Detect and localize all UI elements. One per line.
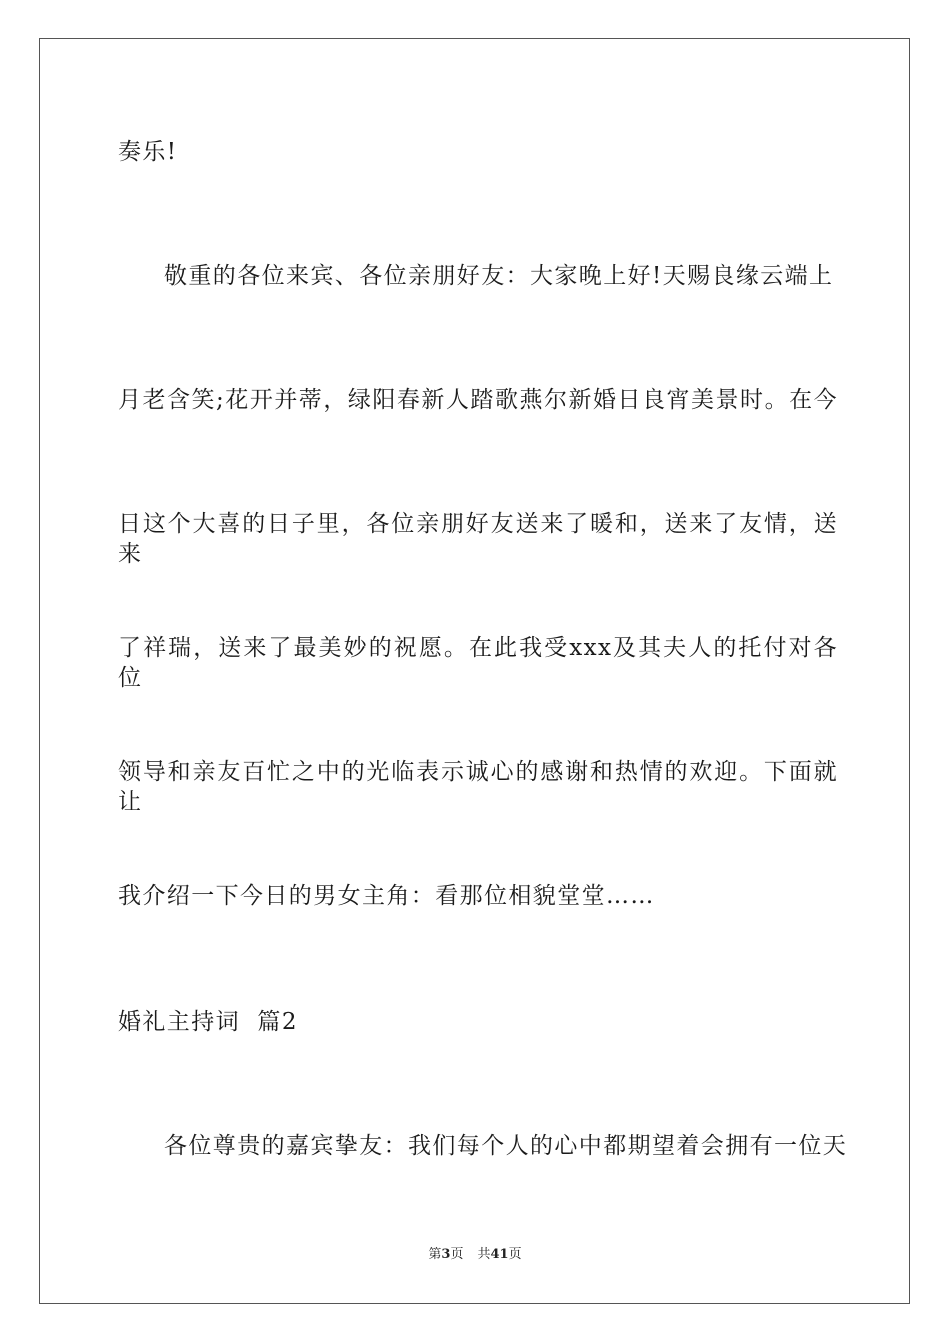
section-heading: 婚礼主持词 篇2 [118, 1009, 298, 1035]
section-first-line: 各位尊贵的嘉宾挚友：我们每个人的心中都期望着会拥有一位天 [164, 1133, 848, 1159]
footer-page-prefix: 第 [428, 1247, 442, 1262]
footer-total-pages: 41 [490, 1247, 509, 1262]
footer-total-prefix: 共 [477, 1247, 491, 1262]
footer-total-suffix: 页 [508, 1247, 522, 1262]
paragraph-line-7: 我介绍一下今日的男女主角：看那位相貌堂堂…… [118, 883, 655, 909]
paragraph-line-3: 月老含笑;花开并蒂，绿阳春新人踏歌燕尔新婚日良宵美景时。在今 [118, 387, 838, 413]
paragraph-line-6: 领导和亲友百忙之中的光临表示诚心的感谢和热情的欢迎。下面就让 [118, 759, 838, 815]
page-footer [0, 1245, 950, 1265]
paragraph-line-1: 奏乐! [118, 139, 178, 165]
footer-page-suffix: 页 [450, 1247, 464, 1262]
paragraph-line-5: 了祥瑞，送来了最美妙的祝愿。在此我受xxx及其夫人的托付对各位 [118, 635, 838, 691]
footer-page-number: 3 [441, 1247, 451, 1262]
paragraph-line-2: 敬重的各位来宾、各位亲朋好友：大家晚上好!天赐良缘云端上 [164, 263, 834, 289]
paragraph-line-4: 日这个大喜的日子里，各位亲朋好友送来了暖和，送来了友情，送来 [118, 511, 838, 567]
